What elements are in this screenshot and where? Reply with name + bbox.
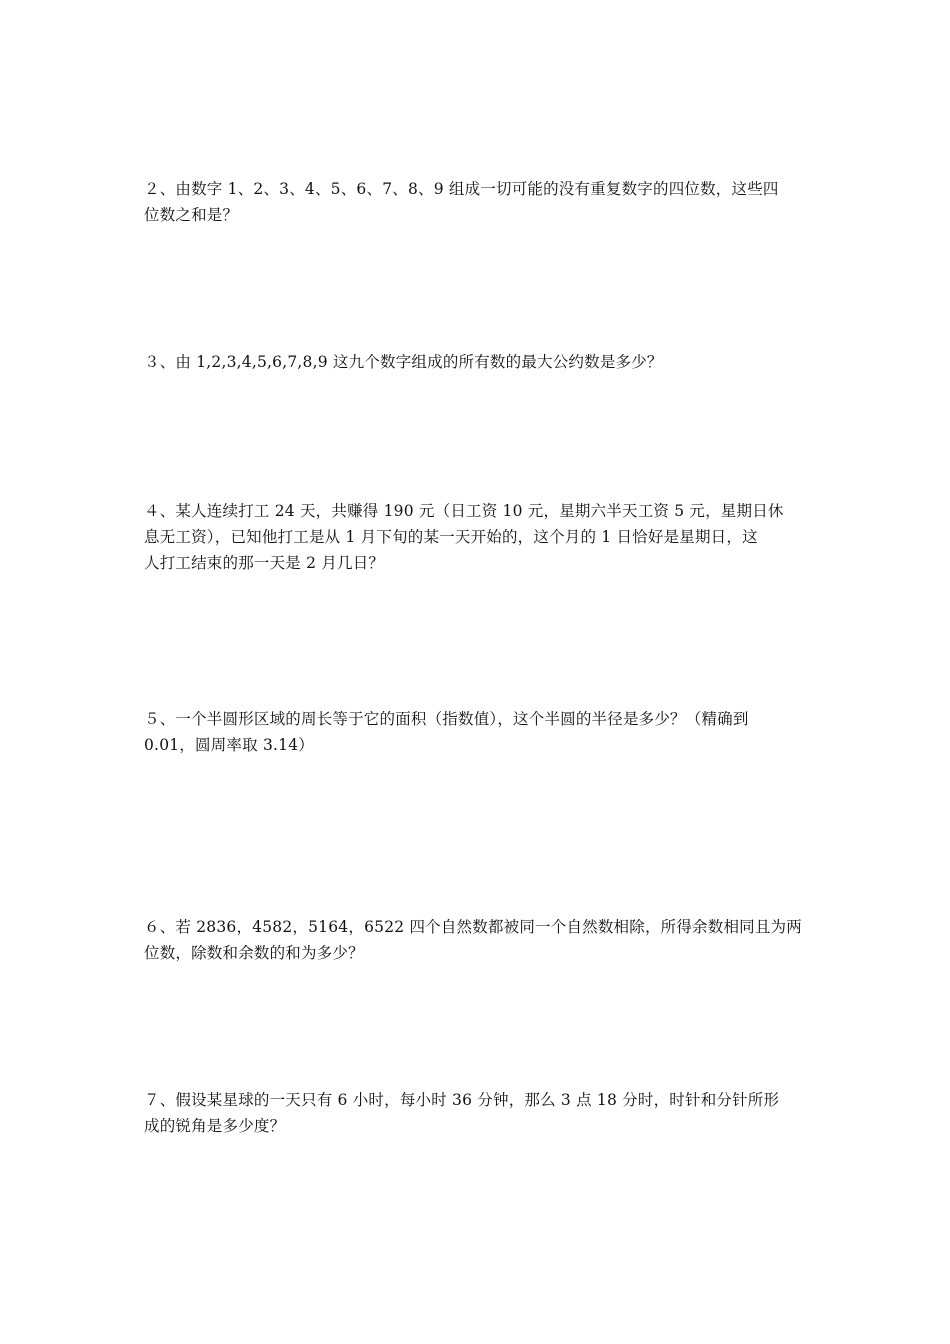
question-7 [144,1087,814,1139]
question-6 [144,914,814,966]
question-line: 位数之和是？ [144,206,239,224]
question-line: 人打工结束的那一天是 2 月几日？ [144,554,385,572]
question-line: 成的锐角是多少度？ [144,1117,286,1135]
question-2 [144,176,814,228]
question-line: ３、由 1,2,3,4,5,6,7,8,9 这九个数字组成的所有数的最大公约数是多少？ [144,353,663,371]
question-line: ４、某人连续打工 24 天，共赚得 190 元（日工资 10 元，星期六半天工资 5 元，星期日休 [144,502,784,520]
question-4 [144,498,814,576]
question-3 [144,349,814,375]
question-line: ６、若 2836，4582，5164，6522 四个自然数都被同一个自然数相除，所得余数相同且为两 [144,918,802,936]
question-line: 位数，除数和余数的和为多少？ [144,944,364,962]
question-line: 0.01，圆周率取 3.14） [144,736,314,754]
question-line: 息无工资），已知他打工是从 1 月下旬的某一天开始的，这个月的 1 日恰好是星期日，这 [144,528,758,546]
question-line: ５、一个半圆形区域的周长等于它的面积（指数值），这个半圆的半径是多少？（精确到 [144,710,749,728]
question-5 [144,706,814,758]
question-line: ７、假设某星球的一天只有 6 小时，每小时 36 分钟，那么 3 点 18 分时，时针和分针所形 [144,1091,780,1109]
question-line: ２、由数字 1、2、3、4、5、6、7、8、9 组成一切可能的没有重复数字的四位数，这些四 [144,180,779,198]
